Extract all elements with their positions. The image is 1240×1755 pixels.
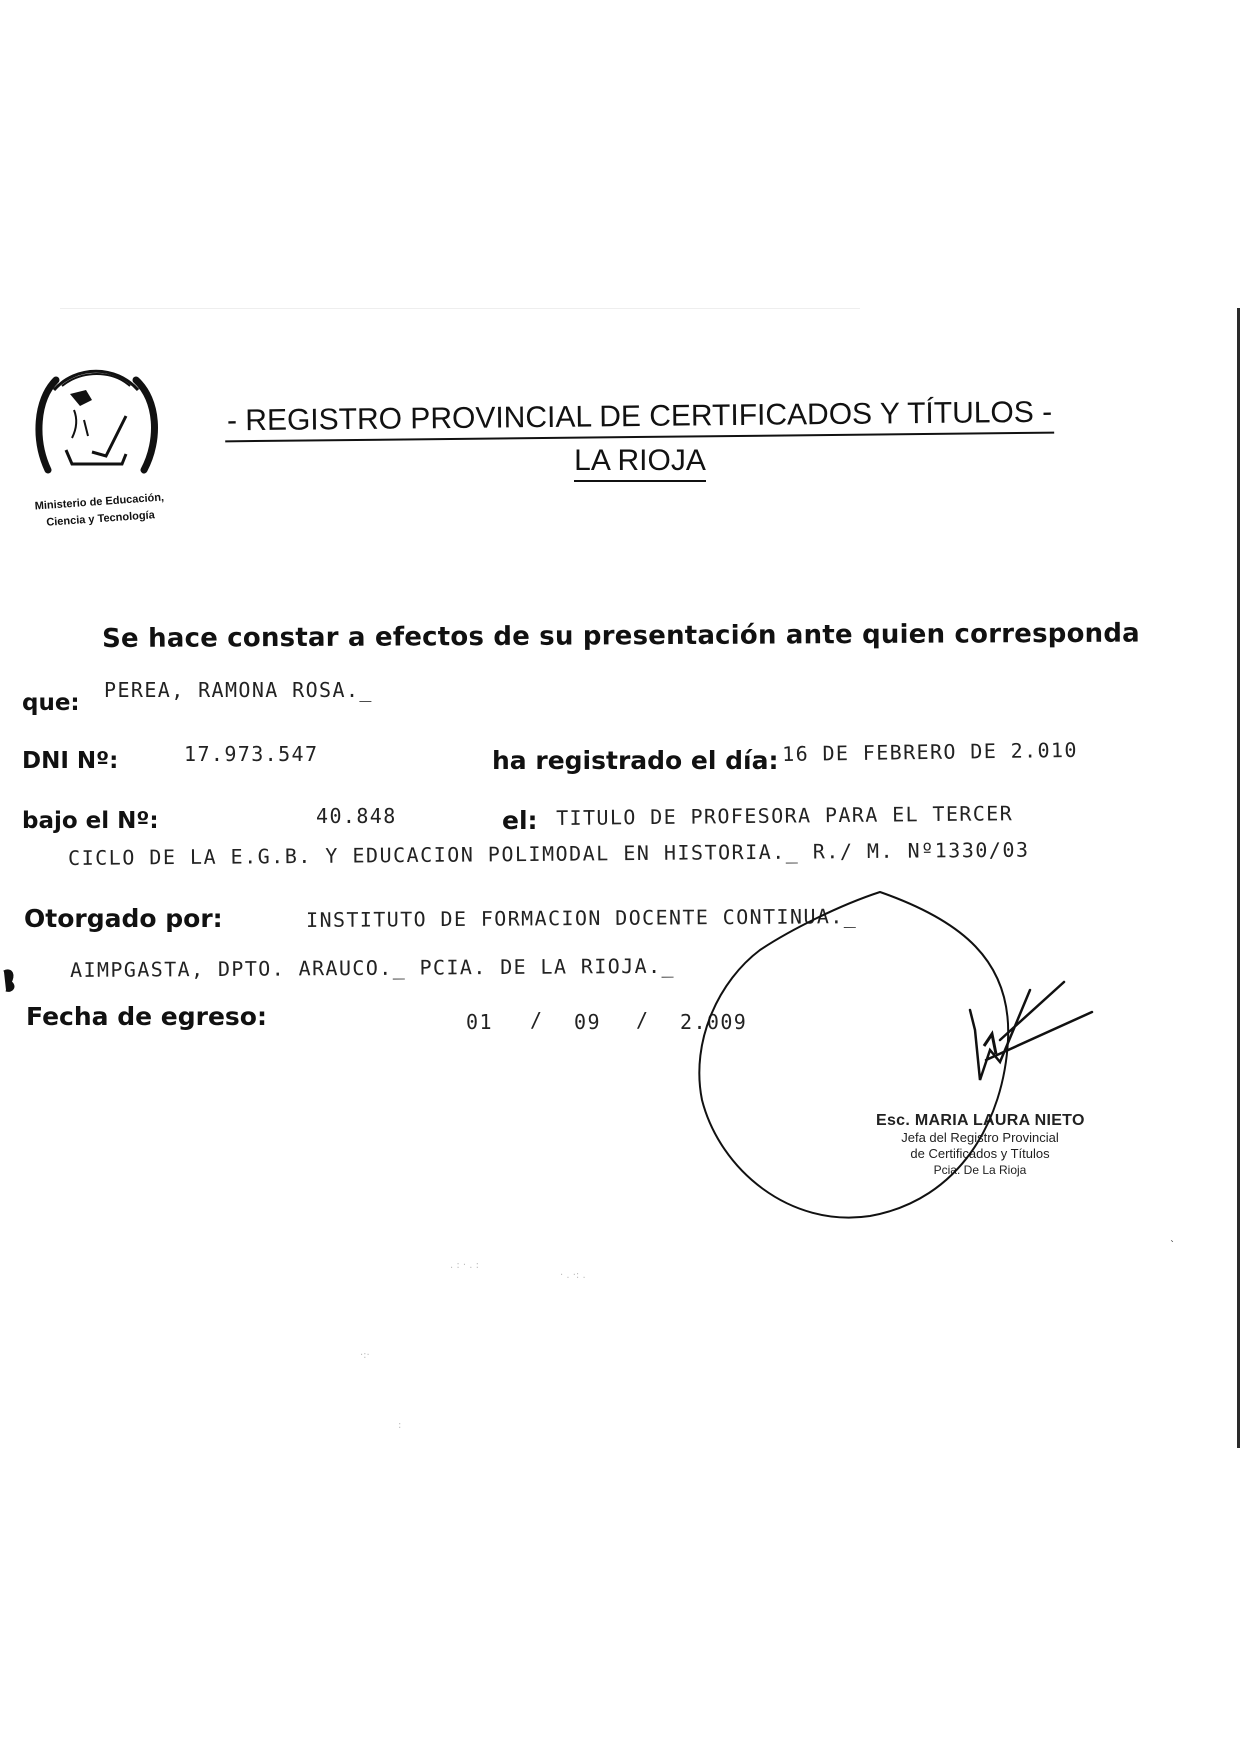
fecha-day: 01: [466, 1010, 493, 1034]
el-value-line1: TITULO DE PROFESORA PARA EL TERCER: [556, 801, 1014, 830]
stamp-oval-icon: [699, 892, 1008, 1218]
fecha-label: Fecha de egreso:: [26, 1002, 267, 1031]
signature-scribble-icon: [970, 982, 1092, 1080]
otorgado-value-line1: INSTITUTO DE FORMACION DOCENTE CONTINUA._: [306, 904, 858, 932]
registrado-value: 16 DE FEBRERO DE 2.010: [782, 737, 1079, 766]
el-label: el:: [502, 806, 538, 835]
signer-title-line3: Pcia. De La Rioja: [933, 1163, 1027, 1177]
punch-hole-mark-icon: [4, 971, 13, 990]
que-value: PEREA, RAMONA ROSA._: [104, 678, 373, 702]
dni-label: DNI Nº:: [22, 748, 119, 774]
scan-speckle: :: [398, 1420, 402, 1431]
otorgado-label: Otorgado por:: [24, 904, 223, 933]
que-label: que:: [22, 690, 80, 716]
registrado-label: ha registrado el día:: [492, 746, 779, 775]
signer-title-line2: de Certificados y Títulos: [910, 1146, 1050, 1161]
scan-speckle: `: [1170, 1240, 1175, 1251]
signer-title-line1: Jefa del Registro Provincial: [901, 1130, 1059, 1145]
fecha-month: 09: [574, 1010, 601, 1034]
ministry-name-line2: Ciencia y Tecnología: [45, 509, 156, 529]
scan-speckle: ·:·: [360, 1350, 370, 1361]
scan-speckle: · . ·: .: [560, 1270, 586, 1281]
fecha-separator-2: /: [636, 1008, 650, 1032]
otorgado-value-line2: AIMPGASTA, DPTO. ARAUCO._ PCIA. DE LA RIOJA._: [70, 953, 676, 982]
el-value-line2: CICLO DE LA E.G.B. Y EDUCACION POLIMODAL EN HISTORIA._ R./ M. Nº1330/03: [68, 837, 1030, 870]
fecha-separator-1: /: [530, 1008, 544, 1032]
title-line1: - REGISTRO PROVINCIAL DE CERTIFICADOS Y TÍTULOS -: [225, 394, 1055, 443]
bajo-value: 40.848: [316, 804, 397, 828]
scan-speckle: . : · . :: [450, 1260, 479, 1271]
fecha-year: 2.009: [680, 1010, 748, 1034]
title-line2: LA RIOJA: [574, 442, 706, 482]
ministry-name-line1: Ministerio de Educación,: [34, 491, 165, 513]
bajo-label: bajo el Nº:: [22, 808, 159, 834]
signer-name: Esc. MARIA LAURA NIETO: [876, 1112, 1085, 1129]
dni-value: 17.973.547: [184, 742, 319, 766]
intro-statement: Se hace constar a efectos de su presentación ante quien corresponda: [102, 618, 1140, 654]
